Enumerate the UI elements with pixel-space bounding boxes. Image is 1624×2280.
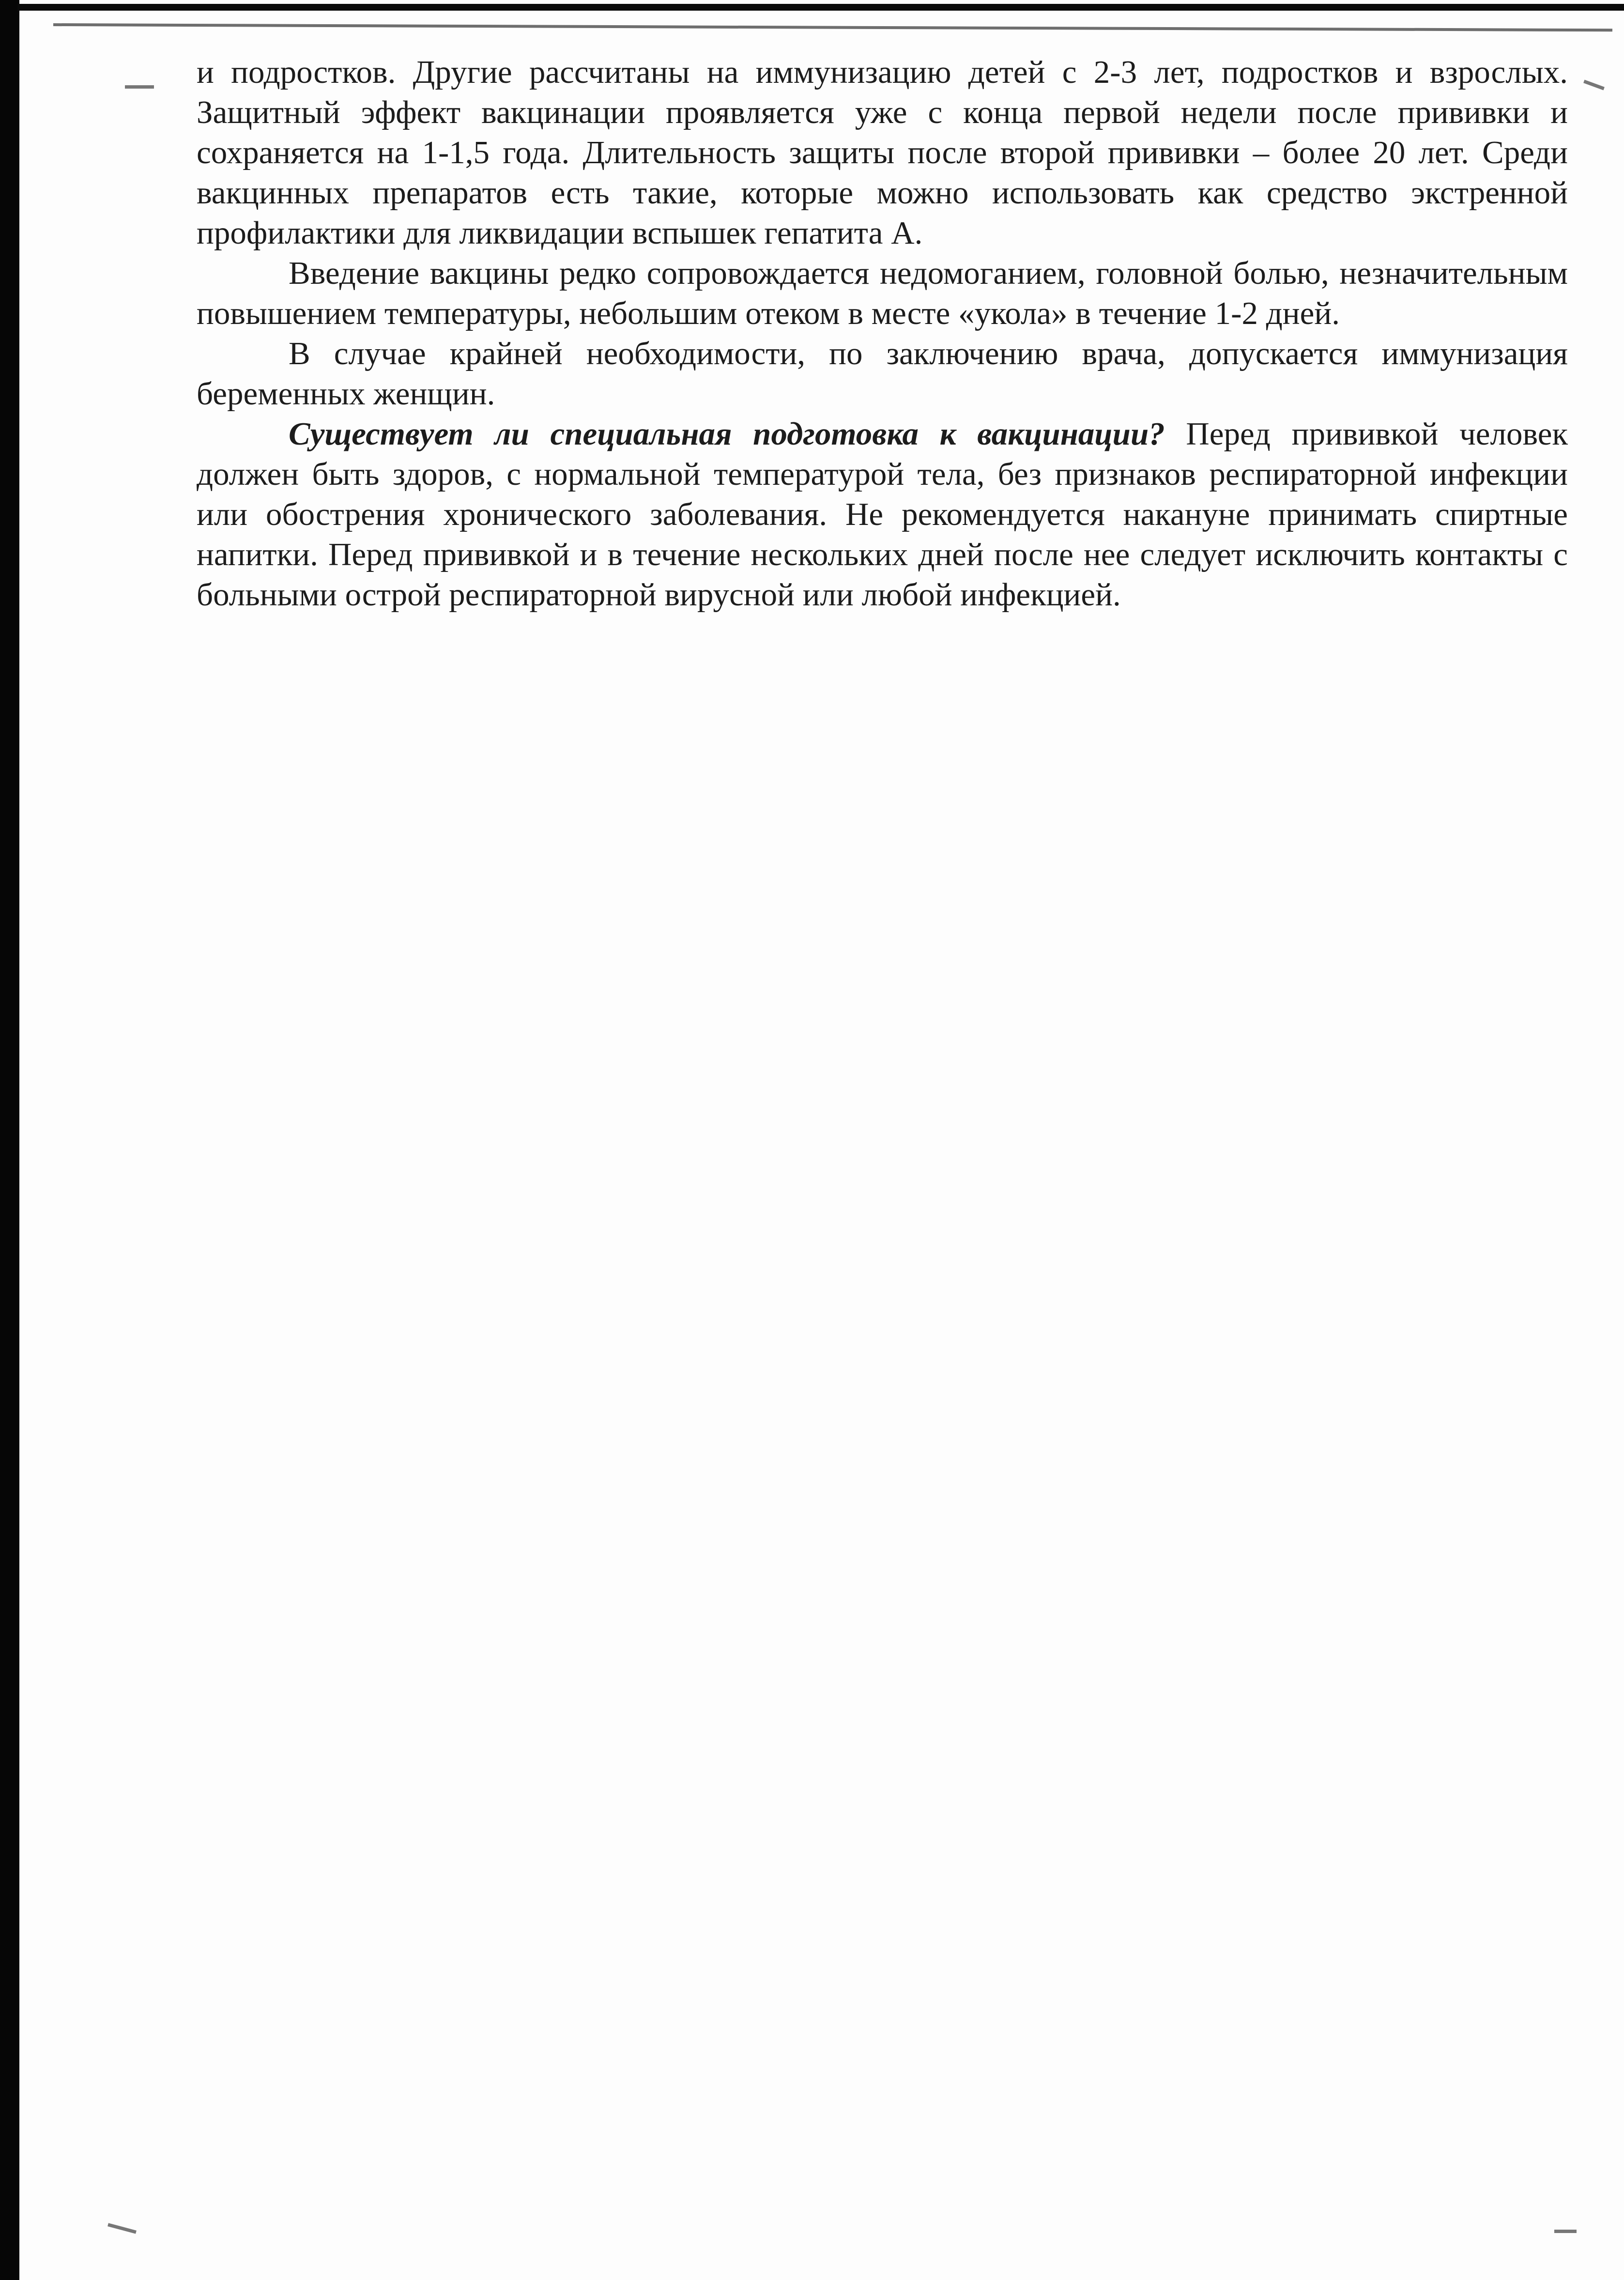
paragraph-preparation xyxy=(197,414,1568,615)
scan-mark xyxy=(107,2223,137,2234)
scan-mark xyxy=(1583,80,1605,91)
scan-mark xyxy=(1554,2230,1577,2233)
scan-border-top xyxy=(17,4,1624,11)
preparation-question: Существует ли специальная подготовка к вакцинации? xyxy=(289,416,1165,452)
paragraph-vaccines-age: и подростков. Другие рассчитаны на иммунизацию детей с 2-3 лет, подростков и взрослых. Защитный эффект вакцинации проявляется уже с конца первой недели после прививки и сохраняется на 1-1,5 года. Длительность защиты после второй прививки – более 20 лет. Среди вакцинных препаратов есть такие, которые можно использовать как средство экстренной профилактики для ликвидации вспышек гепатита А. xyxy=(197,54,1568,251)
preparation-answer: Перед прививкой человек должен быть здоров, с нормальной температурой тела, без признаков респираторной инфекции или обострения хронического заболевания. Не рекомендуется накануне принимать спиртные напитки. Перед прививкой и в течение нескольких дней после нее следует исключить контакты с больными острой респираторной вирусной или любой инфекцией. xyxy=(197,416,1568,613)
paragraph-pregnancy: В случае крайней необходимости, по заключению врача, допускается иммунизация беременных женщин. xyxy=(197,336,1568,412)
document-body xyxy=(197,52,1568,615)
scan-border-left xyxy=(0,0,19,2280)
scan-mark xyxy=(125,85,154,89)
paragraph-side-effects: Введение вакцины редко сопровождается недомоганием, головной болью, незначительным повышением температуры, небольшим отеком в месте «укола» в течение 1-2 дней. xyxy=(197,255,1568,331)
scan-fold-line xyxy=(53,23,1612,31)
